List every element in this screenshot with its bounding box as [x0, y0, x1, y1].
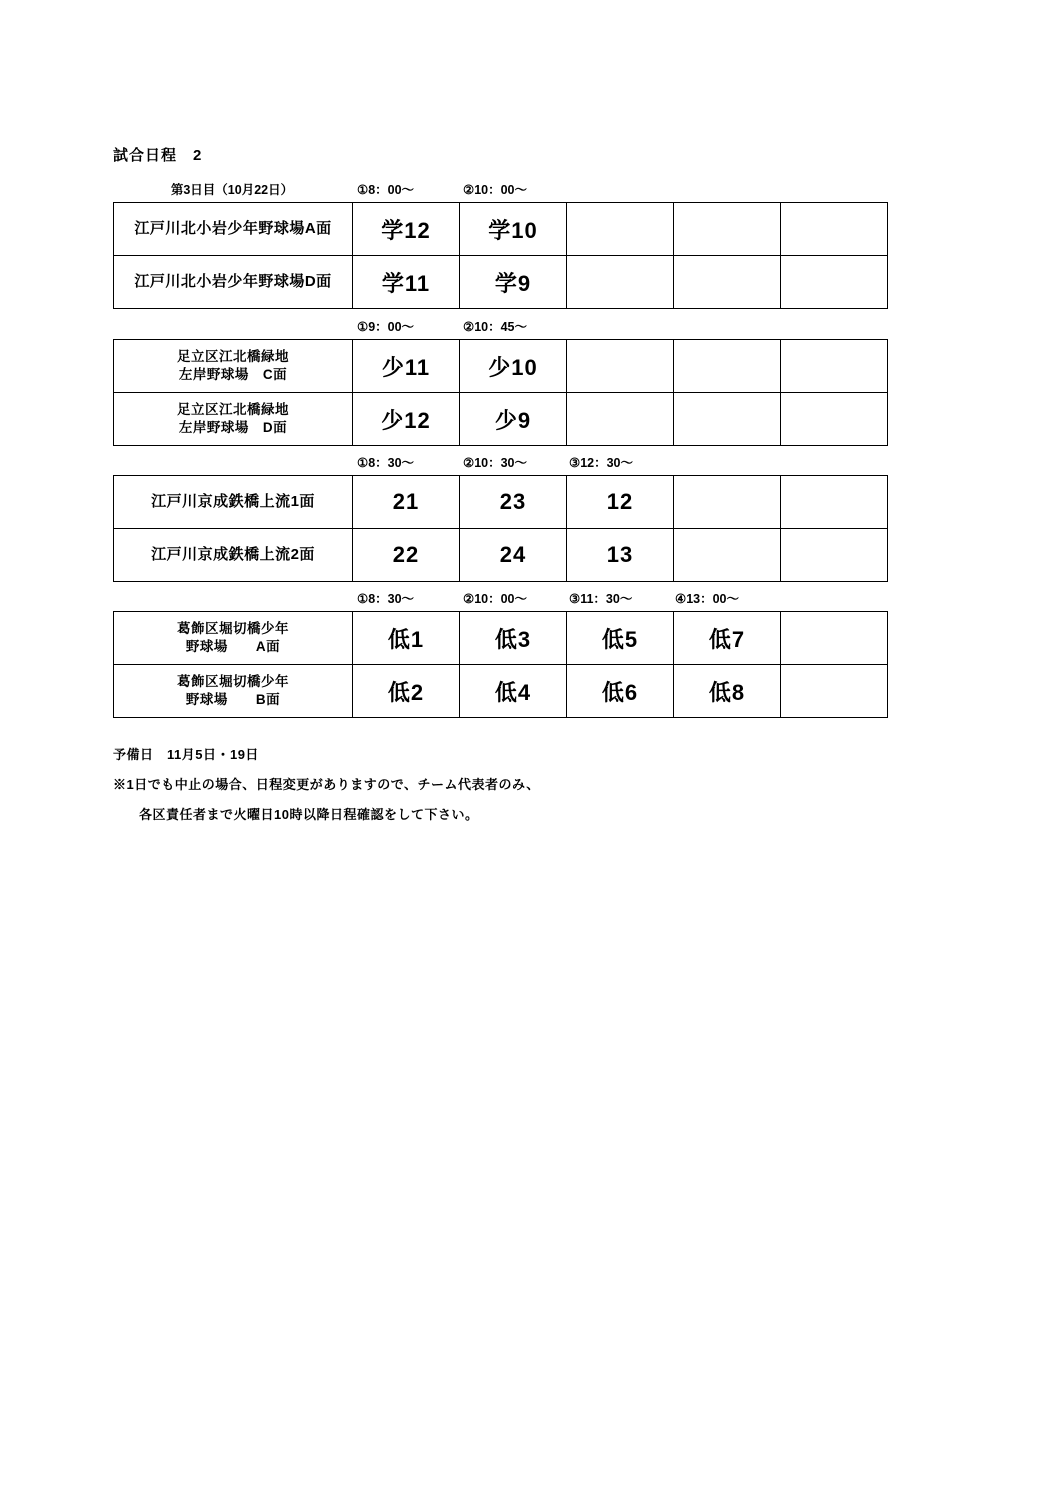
game-cell: 学9: [460, 256, 567, 309]
table-row: [114, 203, 888, 256]
game-cell-empty: [567, 256, 674, 309]
time-slot-label: ①9：00～: [357, 320, 415, 334]
venue-cell: [114, 612, 353, 665]
venue-line-1: 足立区江北橋緑地: [177, 349, 289, 365]
schedule-table-4: [113, 611, 888, 718]
game-cell-empty: [674, 476, 781, 529]
table-row: [114, 256, 888, 309]
game-cell-empty: [674, 203, 781, 256]
game-cell: 13: [567, 529, 674, 582]
schedule-table-3: [113, 475, 888, 582]
time-slot-label: ②10：00～: [463, 592, 528, 606]
venue-cell: [114, 393, 353, 446]
game-cell: 24: [460, 529, 567, 582]
schedule-table-1: [113, 202, 888, 309]
venue-cell: 江戸川北小岩少年野球場D面: [114, 256, 353, 309]
game-cell: 少12: [353, 393, 460, 446]
game-cell: 低6: [567, 665, 674, 718]
venue-line-1: 葛飾区堀切橋少年: [177, 674, 289, 690]
time-slot-label: ②10：45～: [463, 320, 528, 334]
game-cell: 22: [353, 529, 460, 582]
venue-line-1: 葛飾区堀切橋少年: [177, 621, 289, 637]
game-cell: 学10: [460, 203, 567, 256]
game-cell-empty: [674, 529, 781, 582]
table-row: [114, 393, 888, 446]
time-slot-label: ①8：30～: [357, 456, 415, 470]
game-cell-empty: [781, 665, 888, 718]
table-row: [114, 476, 888, 529]
venue-cell: 江戸川北小岩少年野球場A面: [114, 203, 353, 256]
day-header: 第3日目（10月22日）: [170, 183, 294, 197]
game-cell: 21: [353, 476, 460, 529]
game-cell: 学11: [353, 256, 460, 309]
game-cell: 少11: [353, 340, 460, 393]
venue-cell: 江戸川京成鉄橋上流1面: [114, 476, 353, 529]
schedule-block-1: [113, 176, 888, 309]
game-cell-empty: [567, 393, 674, 446]
cancellation-note-line-1: ※1日でも中止の場合、日程変更がありますので、チーム代表者のみ、: [113, 777, 540, 792]
game-cell: 12: [567, 476, 674, 529]
time-slot-label: ①8：00～: [357, 183, 415, 197]
time-slot-row: [113, 585, 888, 611]
schedule-block-4: [113, 585, 888, 718]
game-cell-empty: [781, 340, 888, 393]
game-cell: 23: [460, 476, 567, 529]
venue-line-2: 野球場 B面: [185, 692, 281, 707]
game-cell-empty: [781, 393, 888, 446]
table-row: [114, 612, 888, 665]
venue-line-1: 足立区江北橋緑地: [177, 402, 289, 418]
day-header-row: [113, 176, 888, 202]
time-slot-label: ③11：30～: [569, 592, 633, 606]
game-cell: 少9: [460, 393, 567, 446]
venue-cell: 江戸川京成鉄橋上流2面: [114, 529, 353, 582]
venue-line-2: 左岸野球場 D面: [178, 420, 288, 435]
game-cell: 低3: [460, 612, 567, 665]
time-slot-row: [113, 449, 888, 475]
time-slot-label: ②10：30～: [463, 456, 528, 470]
game-cell: 低7: [674, 612, 781, 665]
game-cell-empty: [674, 340, 781, 393]
table-row: [114, 340, 888, 393]
venue-line-2: 左岸野球場 C面: [178, 367, 288, 382]
table-row: [114, 665, 888, 718]
game-cell: 低2: [353, 665, 460, 718]
time-slot-label: ①8：30～: [357, 592, 415, 606]
time-slot-label: ②10：00～: [463, 183, 528, 197]
game-cell-empty: [781, 612, 888, 665]
game-cell-empty: [781, 476, 888, 529]
game-cell-empty: [674, 256, 781, 309]
venue-cell: [114, 340, 353, 393]
game-cell: 低8: [674, 665, 781, 718]
time-slot-label: ③12：30～: [569, 456, 634, 470]
game-cell-empty: [674, 393, 781, 446]
schedule-table-2: [113, 339, 888, 446]
game-cell: 少10: [460, 340, 567, 393]
time-slot-row: [113, 313, 888, 339]
game-cell: 学12: [353, 203, 460, 256]
game-cell-empty: [567, 203, 674, 256]
game-cell: 低5: [567, 612, 674, 665]
reserve-date-note: 予備日 11月5日・19日: [113, 747, 259, 762]
table-row: [114, 529, 888, 582]
venue-line-2: 野球場 A面: [185, 639, 281, 654]
page-title: 試合日程 2: [113, 147, 203, 164]
game-cell-empty: [781, 203, 888, 256]
game-cell-empty: [781, 529, 888, 582]
footer-notes: [113, 744, 540, 834]
game-cell: 低4: [460, 665, 567, 718]
time-slot-label: ④13：00～: [675, 592, 740, 606]
game-cell: 低1: [353, 612, 460, 665]
schedule-block-3: [113, 449, 888, 582]
venue-cell: [114, 665, 353, 718]
schedule-block-2: [113, 313, 888, 446]
game-cell-empty: [567, 340, 674, 393]
cancellation-note-line-2: 各区責任者まで火曜日10時以降日程確認をして下さい。: [139, 807, 479, 822]
game-cell-empty: [781, 256, 888, 309]
